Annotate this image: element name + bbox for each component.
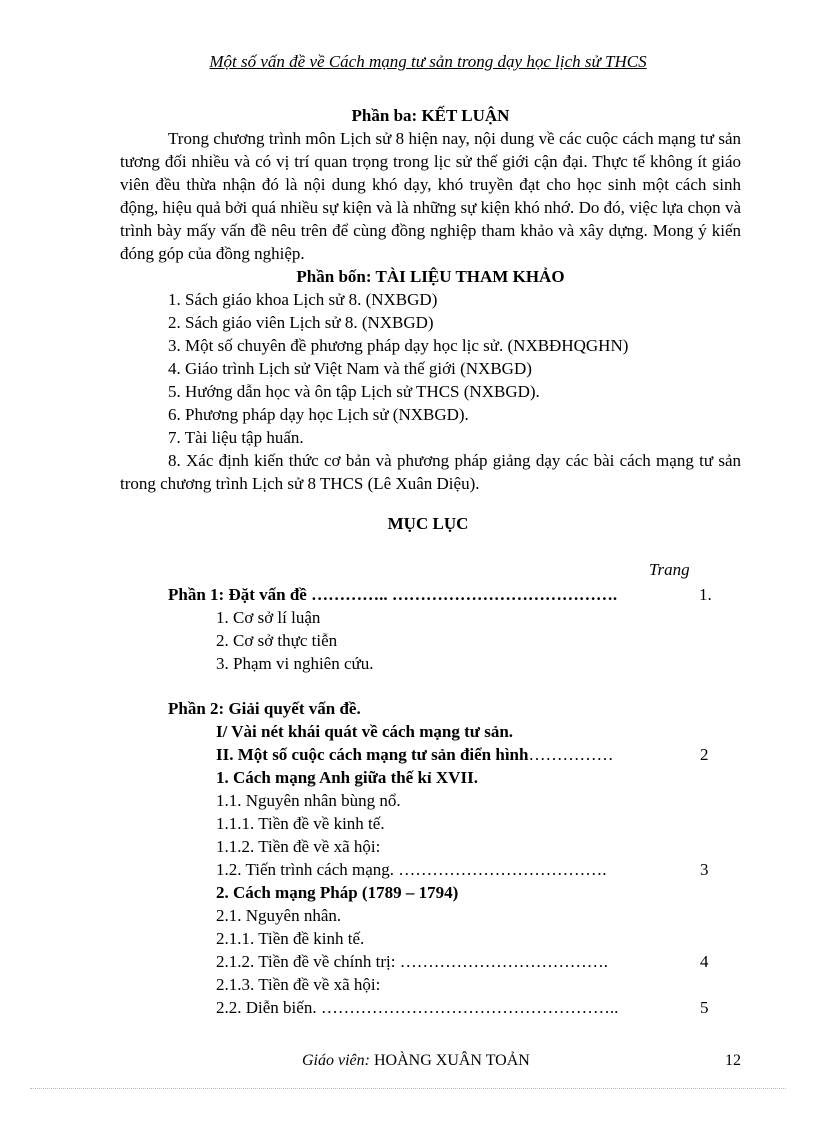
toc-entry-text: 2. Cơ sở thực tiễn [216,631,338,650]
toc-entry-text: 1.1.1. Tiền đề về kinh tế. [216,814,385,833]
toc-entry-text: 2.2. Diễn biến. …………………………………………….. [216,998,619,1017]
reference-item: 3. Một số chuyên đề phương pháp dạy học lịc sử. (NXBĐHQGHN) [168,336,629,355]
toc-entry[interactable] [120,583,740,606]
reference-item: 6. Phương pháp dạy học Lịch sử (NXBGD). [168,405,469,424]
page-bottom-divider [30,1088,786,1089]
toc-entry-page: 2 [700,745,709,764]
toc-entry-page: 4 [700,952,709,971]
toc-entry-text: II. Một số cuộc cách mạng tư sản điển hình [216,745,529,764]
toc-entry-text: 1.1. Nguyên nhân bùng nổ. [216,791,401,810]
toc-entry-text: 1.2. Tiến trình cách mạng. ………………………………. [216,860,607,879]
toc-page-column-label: Trang [649,560,690,579]
toc-entry-text: 1. Cách mạng Anh giữa thế kỉ XVII. [216,768,478,787]
reference-item: 7. Tài liệu tập huấn. [168,428,304,447]
toc-entry-text: 2.1.3. Tiền đề về xã hội: [216,975,381,994]
toc-entry-text: 1. Cơ sở lí luận [216,608,321,627]
reference-item: 5. Hướng dẫn học và ôn tập Lịch sử THCS (NXBGD). [168,382,540,401]
toc-entry[interactable] [120,996,740,1019]
footer-label: Giáo viên: [302,1052,370,1069]
references-title: Phần bốn: TÀI LIỆU THAM KHẢO [296,267,565,286]
toc-entry[interactable] [120,652,740,675]
toc-entry[interactable] [120,881,740,904]
toc-entry-text: Phần 1: Đặt vấn đề ………….. …………………………………. [168,585,618,604]
toc-entry[interactable] [120,743,740,766]
conclusion-title: Phần ba: KẾT LUẬN [351,106,510,125]
conclusion-paragraph: Trong chương trình môn Lịch sử 8 hiện nay, nội dung về các cuộc cách mạng tư sản tương đối nhiều và có vị trí quan trọng trong lịc sử thế giới cận đại. Thực tế không ít giáo viên đều thừa nhận đó là nội dung khó dạy, khó truyền đạt cho học sinh một cách sinh động, hiệu quả bởi quá nhiều sự kiện và là những sự kiện khó nhớ. Do đó, việc lựa chọn và trình bày mấy vấn đề nêu trên để cùng đồng nghiệp tham khảo và xây dựng. Mong ý kiến đóng góp của đồng nghiệp. [120,129,741,263]
reference-item: 1. Sách giáo khoa Lịch sử 8. (NXBGD) [168,290,438,309]
toc-entry-text: 2. Cách mạng Pháp (1789 – 1794) [216,883,459,902]
footer-teacher-name: HOÀNG XUÂN TOẢN [373,1052,530,1069]
toc-entry-page: 1. [699,585,712,604]
toc-entry[interactable] [120,697,740,720]
toc-entry[interactable] [120,789,740,812]
toc-entry-page: 5 [700,998,709,1017]
reference-item: 4. Giáo trình Lịch sử Việt Nam và thế giới (NXBGD) [168,359,532,378]
conclusion-section [120,104,741,495]
toc-entry-text: I/ Vài nét khái quát về cách mạng tư sản. [216,722,514,741]
toc-entry[interactable] [120,812,740,835]
reference-item: 8. Xác định kiến thức cơ bản và phương pháp giảng dạy các bài cách mạng tư sản trong chương trình Lịch sử 8 THCS (Lê Xuân Diệu). [120,451,741,493]
toc-entry[interactable] [120,858,740,881]
toc-leader-dots: …………… [528,745,614,764]
toc-entry[interactable] [120,606,740,629]
footer-teacher [302,1052,530,1070]
toc-entry-page: 3 [700,860,709,879]
toc-entry-text: 2.1. Nguyên nhân. [216,906,342,925]
reference-item: 2. Sách giáo viên Lịch sử 8. (NXBGD) [168,313,434,332]
toc-entry[interactable] [120,904,740,927]
toc-entry[interactable] [120,950,740,973]
document-header: Một số vấn đề về Cách mạng tư sản trong dạy học lịch sử THCS [209,52,647,71]
toc-entry[interactable] [120,629,740,652]
toc-entry[interactable] [120,720,740,743]
toc-entry-text: 1.1.2. Tiền đề về xã hội: [216,837,381,856]
toc-entry[interactable] [120,835,740,858]
toc-entry[interactable] [120,766,740,789]
toc-entry[interactable] [120,927,740,950]
toc-entry-text: 2.1.1. Tiền đề kinh tế. [216,929,365,948]
toc-entry[interactable] [120,973,740,996]
toc-entry-text: 3. Phạm vi nghiên cứu. [216,654,374,673]
page-number: 12 [725,1052,741,1069]
toc-entry-text: Phần 2: Giải quyết vấn đề. [168,699,361,718]
toc-entry-text: 2.1.2. Tiền đề về chính trị: ………………………………. [216,952,608,971]
toc-title: MỤC LỤC [387,514,469,533]
